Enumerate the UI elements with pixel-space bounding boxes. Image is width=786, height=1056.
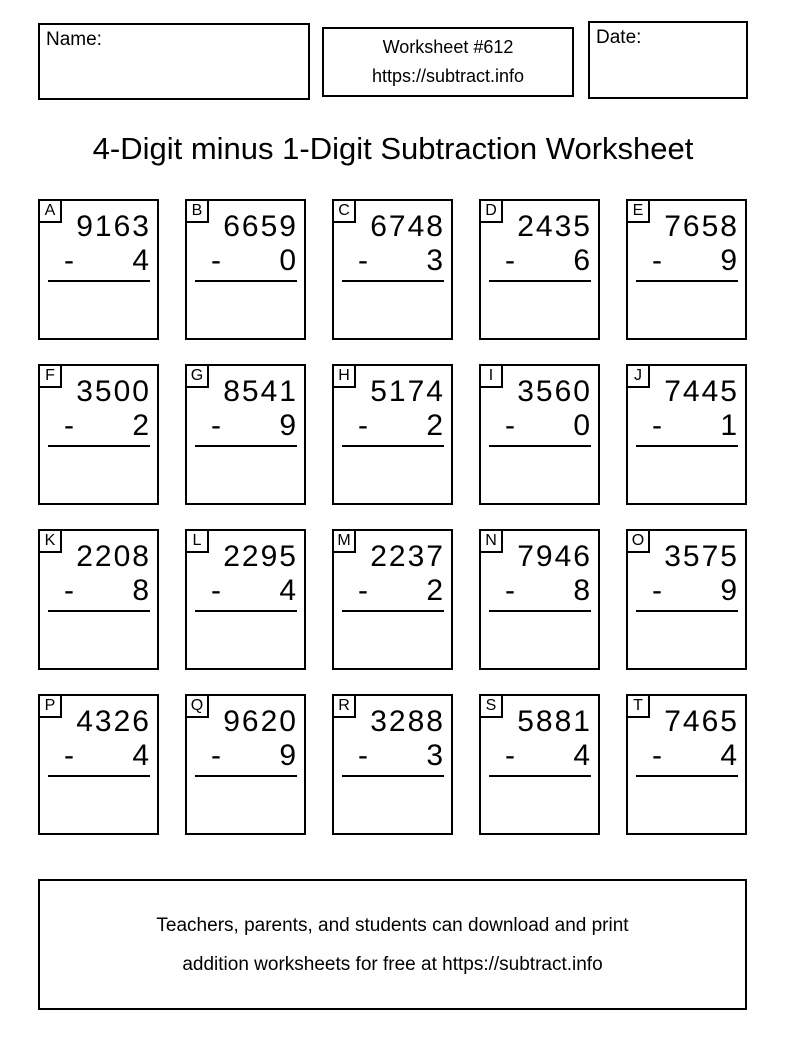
subtrahend: 6 [573,244,592,277]
minus-operator: - [652,409,662,442]
date-field-box [588,21,748,99]
minus-operator: - [64,244,74,277]
problem-letter-badge [332,694,356,718]
answer-space [483,284,596,336]
answer-space [42,779,155,831]
worksheet-url: https://subtract.info [371,66,525,86]
problem-card [38,199,159,340]
minuend: 2237 [370,540,445,573]
answer-space [189,614,302,666]
name-field-box [38,23,310,100]
problem-letter-badge [332,199,356,223]
subtrahend: 8 [573,574,592,607]
problem-card [626,199,747,340]
problem-card [626,694,747,835]
minuend: 5174 [370,375,445,408]
minuend: 4326 [76,705,151,738]
answer-line [195,775,297,777]
answer-space [189,449,302,501]
subtrahend: 8 [132,574,151,607]
minuend: 3575 [664,540,739,573]
answer-space [336,614,449,666]
answer-line [48,445,150,447]
minus-operator: - [211,574,221,607]
minus-operator: - [64,574,74,607]
page-title: 4-Digit minus 1-Digit Subtraction Worksheet [92,131,694,166]
minuend: 6659 [223,210,298,243]
minuend: 5881 [517,705,592,738]
minus-operator: - [358,244,368,277]
answer-line [489,280,591,282]
answer-line [195,280,297,282]
date-label: Date: [596,27,642,48]
subtrahend: 9 [720,574,739,607]
problem-card [479,694,600,835]
answer-space [483,449,596,501]
minus-operator: - [211,244,221,277]
minuend: 2295 [223,540,298,573]
problem-letter-badge [479,199,503,223]
problem-letter-badge [479,529,503,553]
problem-letter: S [485,697,497,714]
problem-letter: G [190,367,204,384]
minuend: 2208 [76,540,151,573]
subtrahend: 4 [573,739,592,772]
subtrahend: 3 [426,244,445,277]
problem-letter-badge [38,529,62,553]
problem-letter: P [44,697,56,714]
problem-letter: A [44,202,56,219]
problem-card [185,529,306,670]
minuend: 2435 [517,210,592,243]
problem-card [185,364,306,505]
problems-grid [38,199,747,835]
answer-space [336,449,449,501]
answer-line [636,280,738,282]
answer-line [195,610,297,612]
answer-space [630,449,743,501]
answer-space [42,449,155,501]
problem-letter-badge [185,694,209,718]
subtrahend: 3 [426,739,445,772]
footer-line-1: Teachers, parents, and students can download and print [156,914,629,936]
problem-letter-badge [626,529,650,553]
minuend: 9163 [76,210,151,243]
answer-line [48,775,150,777]
answer-line [342,280,444,282]
subtrahend: 9 [279,739,298,772]
problem-card [38,694,159,835]
problem-letter: N [485,532,497,549]
problem-letter: Q [190,697,204,714]
minuend: 9620 [223,705,298,738]
problem-letter: K [44,532,56,549]
minus-operator: - [652,739,662,772]
subtrahend: 2 [426,409,445,442]
footer-note-box [38,879,747,1010]
answer-space [42,284,155,336]
answer-line [48,610,150,612]
subtrahend: 4 [720,739,739,772]
worksheet-info-box [322,27,574,97]
problem-letter: C [338,202,350,219]
minuend: 7445 [664,375,739,408]
answer-line [48,280,150,282]
answer-space [336,284,449,336]
problem-card [626,529,747,670]
answer-line [342,775,444,777]
answer-line [636,445,738,447]
answer-space [483,614,596,666]
problem-letter: B [191,202,203,219]
minuend: 8541 [223,375,298,408]
problem-letter: M [337,532,351,549]
problem-letter: I [488,367,494,384]
problem-letter: H [338,367,350,384]
answer-space [336,779,449,831]
subtrahend: 9 [279,409,298,442]
minus-operator: - [505,574,515,607]
answer-line [489,445,591,447]
problem-letter: D [485,202,497,219]
answer-line [636,610,738,612]
problem-letter-badge [479,364,503,388]
answer-line [195,445,297,447]
problem-card [479,529,600,670]
problem-letter-badge [38,199,62,223]
minus-operator: - [358,409,368,442]
problem-letter: T [633,697,643,714]
problem-card [332,199,453,340]
minuend: 7465 [664,705,739,738]
subtrahend: 4 [132,244,151,277]
problem-letter-badge [185,529,209,553]
worksheet-number: Worksheet #612 [382,37,514,57]
problem-card [38,529,159,670]
minus-operator: - [505,409,515,442]
problem-letter: R [338,697,350,714]
problem-letter: O [631,532,645,549]
problem-card [185,694,306,835]
answer-space [630,614,743,666]
problem-letter-badge [332,529,356,553]
problem-letter: J [634,367,642,384]
answer-line [342,610,444,612]
minus-operator: - [505,739,515,772]
answer-line [342,445,444,447]
minus-operator: - [505,244,515,277]
answer-space [630,779,743,831]
answer-space [483,779,596,831]
minuend: 3500 [76,375,151,408]
answer-space [42,614,155,666]
problem-letter-badge [38,694,62,718]
answer-space [189,779,302,831]
problem-card [185,199,306,340]
problem-letter-badge [626,694,650,718]
minuend: 3560 [517,375,592,408]
problem-letter: L [192,532,202,549]
problem-card [332,364,453,505]
minuend: 3288 [370,705,445,738]
problem-letter-badge [38,364,62,388]
subtrahend: 4 [279,574,298,607]
problem-card [332,529,453,670]
subtrahend: 2 [426,574,445,607]
minus-operator: - [64,409,74,442]
answer-line [489,775,591,777]
minus-operator: - [211,739,221,772]
subtrahend: 0 [573,409,592,442]
minuend: 7946 [517,540,592,573]
minus-operator: - [358,574,368,607]
subtrahend: 1 [720,409,739,442]
problem-card [479,199,600,340]
subtrahend: 4 [132,739,151,772]
minus-operator: - [211,409,221,442]
problem-letter-badge [626,199,650,223]
problem-letter: F [45,367,55,384]
problem-letter-badge [185,364,209,388]
minus-operator: - [652,244,662,277]
problem-letter: E [632,202,644,219]
minus-operator: - [652,574,662,607]
problem-card [626,364,747,505]
subtrahend: 9 [720,244,739,277]
answer-line [636,775,738,777]
subtrahend: 2 [132,409,151,442]
problem-letter-badge [185,199,209,223]
problem-letter-badge [479,694,503,718]
answer-space [630,284,743,336]
answer-space [189,284,302,336]
answer-line [489,610,591,612]
problem-card [332,694,453,835]
minuend: 6748 [370,210,445,243]
footer-line-2: addition worksheets for free at https://subtract.info [182,953,603,975]
problem-letter-badge [332,364,356,388]
problem-card [38,364,159,505]
problem-letter-badge [626,364,650,388]
minuend: 7658 [664,210,739,243]
minus-operator: - [358,739,368,772]
problem-card [479,364,600,505]
minus-operator: - [64,739,74,772]
name-label: Name: [46,29,102,50]
subtrahend: 0 [279,244,298,277]
